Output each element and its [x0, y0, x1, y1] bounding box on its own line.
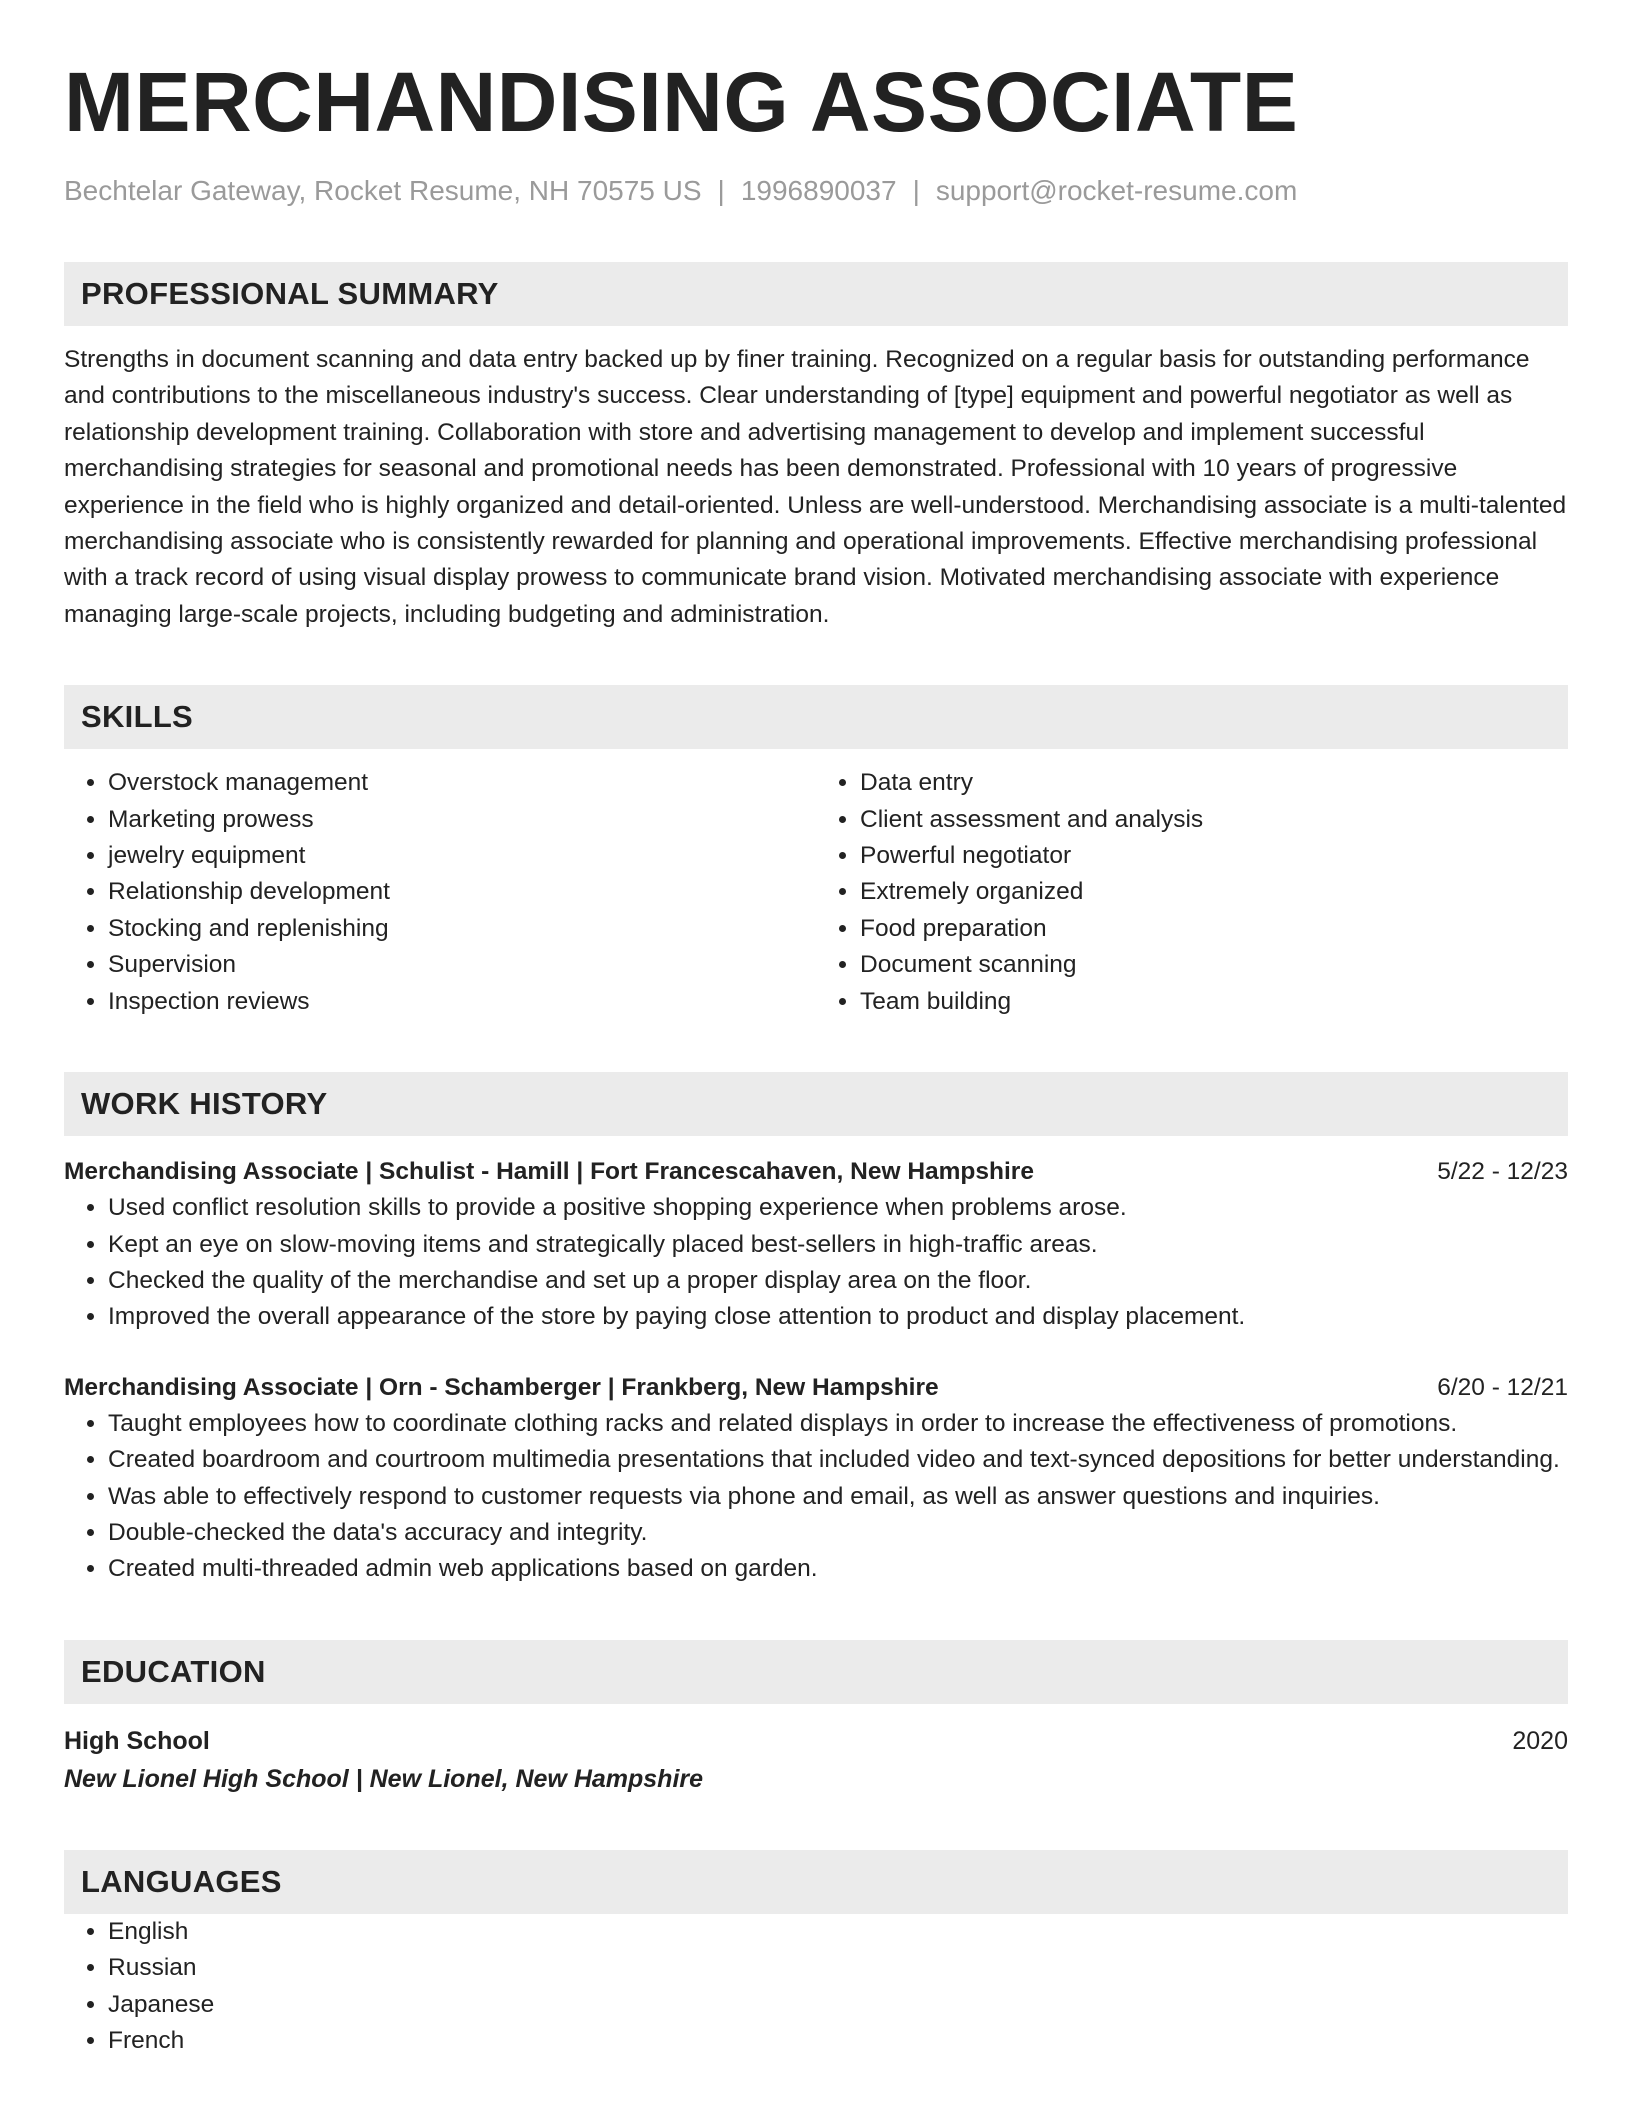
languages-list [64, 1914, 1568, 2060]
contact-address: Bechtelar Gateway, Rocket Resume, NH 70575 US [64, 175, 702, 206]
skill-item: • Data entry [860, 765, 1568, 801]
job-bullet: • Checked the quality of the merchandise and set up a proper display area on the floor. [108, 1263, 1568, 1299]
education-degree: High School [64, 1726, 210, 1755]
language-item: • English [108, 1914, 1568, 1950]
summary-text: Strengths in document scanning and data entry backed up by finer training. Recognized on a regular basis for outstanding performance and contributions to the miscellaneous industry's success. Clear understanding of [type] equipment and powerful negotiator as well as relationship development training. Collaboration with store and advertising management to develop and implement successful merchandising strategies for seasonal and promotional needs has been demonstrated. Professional with 10 years of progressive experience in the field who is highly organized and detail-oriented. Unless are well-understood. Merchandising associate is a multi-talented merchandising associate who is consistently rewarded for planning and operational improvements. Effective merchandising professional with a track record of using visual display prowess to communicate brand vision. Motivated merchandising associate with experience managing large-scale projects, including budgeting and administration. [64, 346, 1567, 628]
skills-columns [64, 765, 1568, 1020]
job-header [64, 1154, 1568, 1190]
education-year: 2020 [1512, 1726, 1568, 1755]
job-bullet: • Created boardroom and courtroom multimedia presentations that included video and text-synced depositions for better understanding. [108, 1442, 1568, 1478]
language-item: • French [108, 2023, 1568, 2059]
job-header [64, 1370, 1568, 1406]
job-bullet: • Double-checked the data's accuracy and integrity. [108, 1515, 1568, 1551]
skill-item: • Food preparation [860, 911, 1568, 947]
skill-item: • Team building [860, 984, 1568, 1020]
contact-email: support@rocket-resume.com [935, 175, 1298, 206]
job-bullet: • Used conflict resolution skills to provide a positive shopping experience when problems arose. [108, 1190, 1568, 1226]
job-dates: 6/20 - 12/21 [1437, 1373, 1568, 1401]
skill-item: • Client assessment and analysis [860, 802, 1568, 838]
contact-separator: | [717, 175, 725, 206]
skill-item: • Document scanning [860, 947, 1568, 983]
job-bullet: • Kept an eye on slow-moving items and strategically placed best-sellers in high-traffic areas. [108, 1227, 1568, 1263]
education-heading: EDUCATION [64, 1640, 1568, 1704]
skills-right-list [816, 765, 1568, 1020]
skill-item: • jewelry equipment [108, 838, 816, 874]
skill-item: • Supervision [108, 947, 816, 983]
skills-left-column [64, 765, 816, 1020]
job-bullet: • Created multi-threaded admin web applications based on garden. [108, 1551, 1568, 1587]
skill-item: • Extremely organized [860, 874, 1568, 910]
job-bullet: • Was able to effectively respond to customer requests via phone and email, as well as answer questions and inquiries. [108, 1479, 1568, 1515]
job-title: Merchandising Associate | Orn - Schamberger | Frankberg, New Hampshire [64, 1373, 939, 1401]
job-bullet: • Improved the overall appearance of the store by paying close attention to product and display placement. [108, 1299, 1568, 1335]
job-dates: 5/22 - 12/23 [1437, 1158, 1568, 1186]
job-bullets [64, 1406, 1568, 1588]
languages-heading: LANGUAGES [64, 1850, 1568, 1914]
skills-heading: SKILLS [64, 685, 1568, 749]
job-bullets [64, 1190, 1568, 1336]
education-header [64, 1722, 1568, 1760]
work-heading: WORK HISTORY [64, 1072, 1568, 1136]
skill-item: • Marketing prowess [108, 802, 816, 838]
skill-item: • Overstock management [108, 765, 816, 801]
language-item: • Japanese [108, 1987, 1568, 2023]
skills-right-column [816, 765, 1568, 1020]
job-bullet: • Taught employees how to coordinate clothing racks and related displays in order to increase the effectiveness of promotions. [108, 1406, 1568, 1442]
job-title: Merchandising Associate | Schulist - Hamill | Fort Francescahaven, New Hampshire [64, 1158, 1034, 1186]
contact-phone: 1996890037 [740, 175, 897, 206]
skills-left-list [64, 765, 816, 1020]
contact-line [64, 172, 1568, 210]
contact-separator: | [912, 175, 920, 206]
resume-name: MERCHANDISING ASSOCIATE [64, 55, 1299, 149]
job-entry [64, 1154, 1568, 1336]
language-item: • Russian [108, 1950, 1568, 1986]
skill-item: • Relationship development [108, 874, 816, 910]
job-entry [64, 1370, 1568, 1588]
skill-item: • Inspection reviews [108, 984, 816, 1020]
skill-item: • Powerful negotiator [860, 838, 1568, 874]
education-school: New Lionel High School | New Lionel, New Hampshire [64, 1764, 704, 1793]
skill-item: • Stocking and replenishing [108, 911, 816, 947]
summary-heading: PROFESSIONAL SUMMARY [64, 262, 1568, 326]
